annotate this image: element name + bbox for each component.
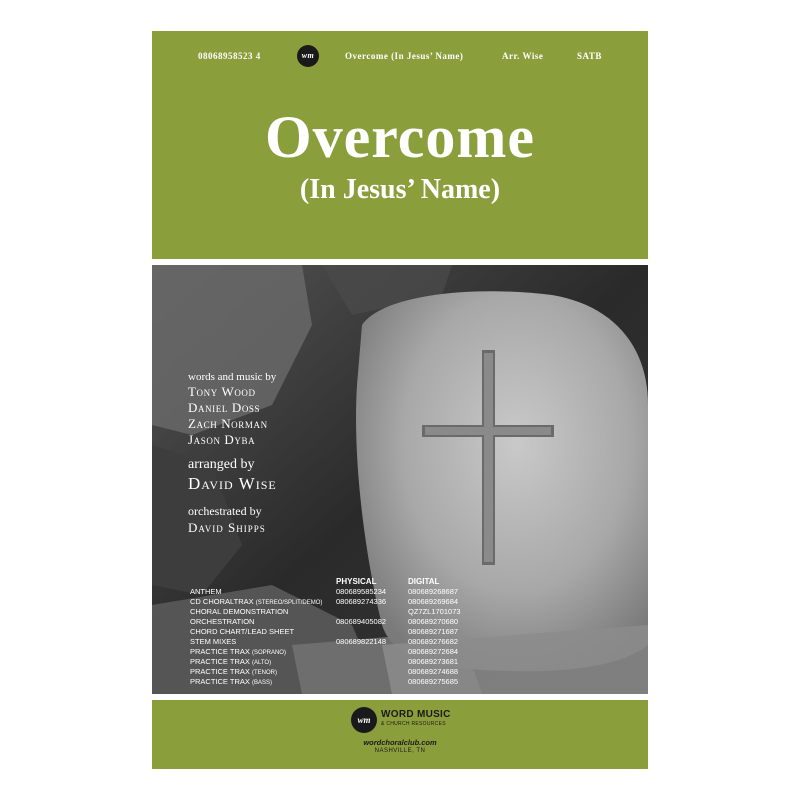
digital-number: QZ7ZL1701073 [408, 607, 461, 616]
product-name [190, 637, 236, 647]
product-name [190, 627, 294, 637]
writer-name: Jason Dyba [188, 432, 256, 447]
product-name-text: PRACTICE TRAX [190, 667, 250, 676]
physical-number: 080689405082 [336, 617, 387, 626]
product-name-text: CHORD CHART/LEAD SHEET [190, 627, 295, 636]
product-name [190, 587, 222, 597]
col-physical: PHYSICAL [336, 577, 377, 586]
product-row [190, 587, 470, 597]
publisher-name: WORD MUSIC [381, 709, 451, 720]
digital-number: 080689275685 [408, 677, 459, 686]
digital-number: 080689274688 [408, 667, 459, 676]
product-name-text: ANTHEM [190, 587, 222, 596]
title-band [152, 31, 648, 259]
arranger-name: David Wise [188, 474, 277, 493]
product-name-text: ORCHESTRATION [190, 617, 255, 626]
publisher-tagline: & CHURCH RESOURCES [381, 721, 446, 727]
digital-number: 080689273681 [408, 657, 459, 666]
product-row [190, 677, 470, 687]
header-song-title: Overcome (In Jesus’ Name) [345, 51, 464, 61]
header-arranger: Arr. Wise [502, 51, 544, 61]
product-name [190, 617, 254, 627]
header-meta-row [152, 45, 648, 67]
product-name-text: PRACTICE TRAX [190, 657, 250, 666]
physical-number: 080689585234 [336, 587, 387, 596]
writer-name: Tony Wood [188, 384, 256, 399]
product-note: (BASS) [251, 680, 272, 686]
catalog-number: 08068958523 4 [198, 51, 261, 61]
words-music-label: words and music by [188, 371, 277, 383]
main-title: Overcome [264, 104, 536, 170]
product-rows [190, 587, 470, 687]
subtitle: (In Jesus’ Name) [299, 174, 501, 205]
product-note: (ALTO) [251, 660, 272, 666]
product-name-text: STEM MIXES [190, 637, 237, 646]
product-row [190, 667, 470, 677]
product-row [190, 627, 470, 637]
word-music-logo-icon: wm [351, 707, 377, 733]
physical-number: 080689274336 [336, 597, 387, 606]
arranged-label: arranged by [188, 457, 255, 472]
product-table [190, 577, 470, 687]
product-note: (STEREO/SPLIT/DEMO) [255, 600, 323, 606]
sheet-music-cover [152, 31, 648, 769]
credits-block [188, 371, 368, 536]
publisher-url: wordchoralclub.com [363, 738, 437, 747]
header-voicing: SATB [577, 51, 602, 61]
product-note: (TENOR) [251, 670, 277, 676]
col-digital: DIGITAL [408, 577, 440, 586]
writer-name: Daniel Doss [188, 400, 261, 415]
product-row [190, 607, 470, 617]
word-music-logo-icon: wm [297, 45, 319, 67]
product-table-header [190, 577, 470, 587]
product-row [190, 647, 470, 657]
digital-number: 080689270680 [408, 617, 459, 626]
product-name-text: CD CHORALTRAX [190, 597, 254, 606]
writer-name: Zach Norman [188, 416, 268, 431]
product-name [190, 677, 272, 688]
product-name-text: CHORAL DEMONSTRATION [190, 607, 289, 616]
product-name-text: PRACTICE TRAX [190, 677, 250, 686]
orchestrator-name: David Shipps [188, 520, 266, 535]
product-row [190, 597, 470, 607]
digital-number: 080689271687 [408, 627, 459, 636]
publisher-band [152, 700, 648, 769]
digital-number: 080689276682 [408, 637, 459, 646]
orchestrated-label: orchestrated by [188, 504, 262, 518]
digital-number: 080689269684 [408, 597, 459, 606]
product-name [190, 607, 288, 617]
product-row [190, 637, 470, 647]
product-note: (SOPRANO) [251, 650, 286, 656]
digital-number: 080689268687 [408, 587, 459, 596]
digital-number: 080689272684 [408, 647, 459, 656]
product-row [190, 617, 470, 627]
product-row [190, 657, 470, 667]
publisher-city: NASHVILLE, TN [374, 748, 426, 754]
physical-number: 080689822148 [336, 637, 387, 646]
stone-cross-photo [152, 265, 648, 694]
product-name-text: PRACTICE TRAX [190, 647, 250, 656]
